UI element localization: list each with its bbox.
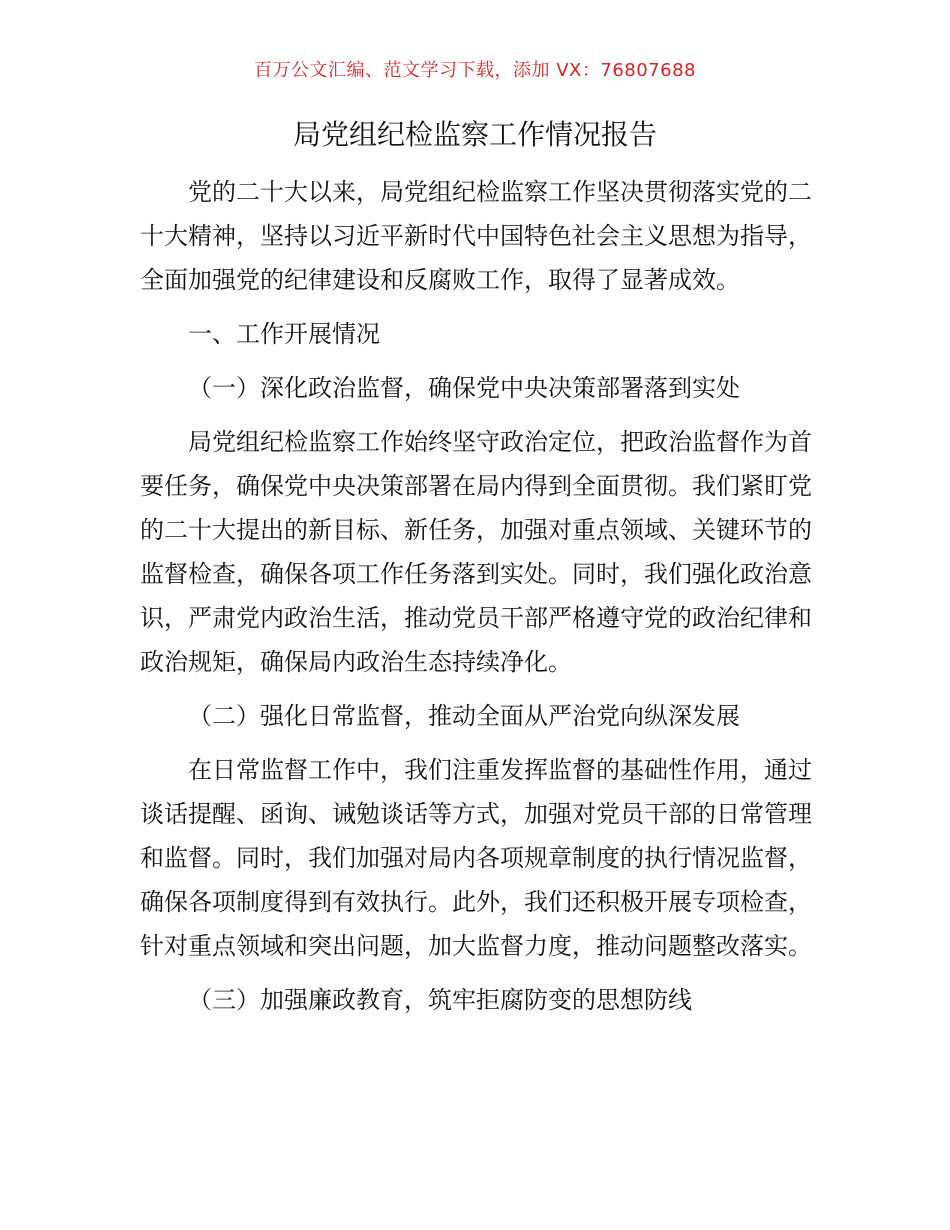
document-body — [140, 170, 812, 1022]
body-paragraph-2: 在日常监督工作中，我们注重发挥监督的基础性作用，通过谈话提醒、函询、诫勉谈话等方式，加强对党员干部的日常管理和监督。同时，我们加强对局内各项规章制度的执行情况监督，确保各项制度得到有效执行。此外，我们还积极开展专项检查，针对重点领域和突出问题，加大监督力度，推动问题整改落实。 — [140, 756, 812, 960]
subsection-heading-1: （一）深化政治监督，确保党中央决策部署落到实处 — [188, 374, 740, 402]
body-paragraph-1: 局党组纪检监察工作始终坚守政治定位，把政治监督作为首要任务，确保党中央决策部署在局内得到全面贯彻。我们紧盯党的二十大提出的新目标、新任务，加强对重点领域、关键环节的监督检查，确保各项工作任务落到实处。同时，我们强化政治意识，严肃党内政治生活，推动党员干部严格遵守党的政治纪律和政治规矩，确保局内政治生态持续净化。 — [140, 428, 812, 676]
document-title: 局党组纪检监察工作情况报告 — [292, 118, 657, 151]
intro-paragraph: 党的二十大以来，局党组纪检监察工作坚决贯彻落实党的二十大精神，坚持以习近平新时代中国特色社会主义思想为指导，全面加强党的纪律建设和反腐败工作，取得了显著成效。 — [140, 178, 812, 294]
subsection-heading-3: （三）加强廉政教育，筑牢拒腐防变的思想防线 — [188, 986, 692, 1014]
section-heading-1: 一、工作开展情况 — [188, 320, 380, 348]
subsection-heading-2: （二）强化日常监督，推动全面从严治党向纵深发展 — [188, 702, 740, 730]
watermark-text: 百万公文汇编、范文学习下载，添加 VX：76807688 — [254, 60, 696, 81]
